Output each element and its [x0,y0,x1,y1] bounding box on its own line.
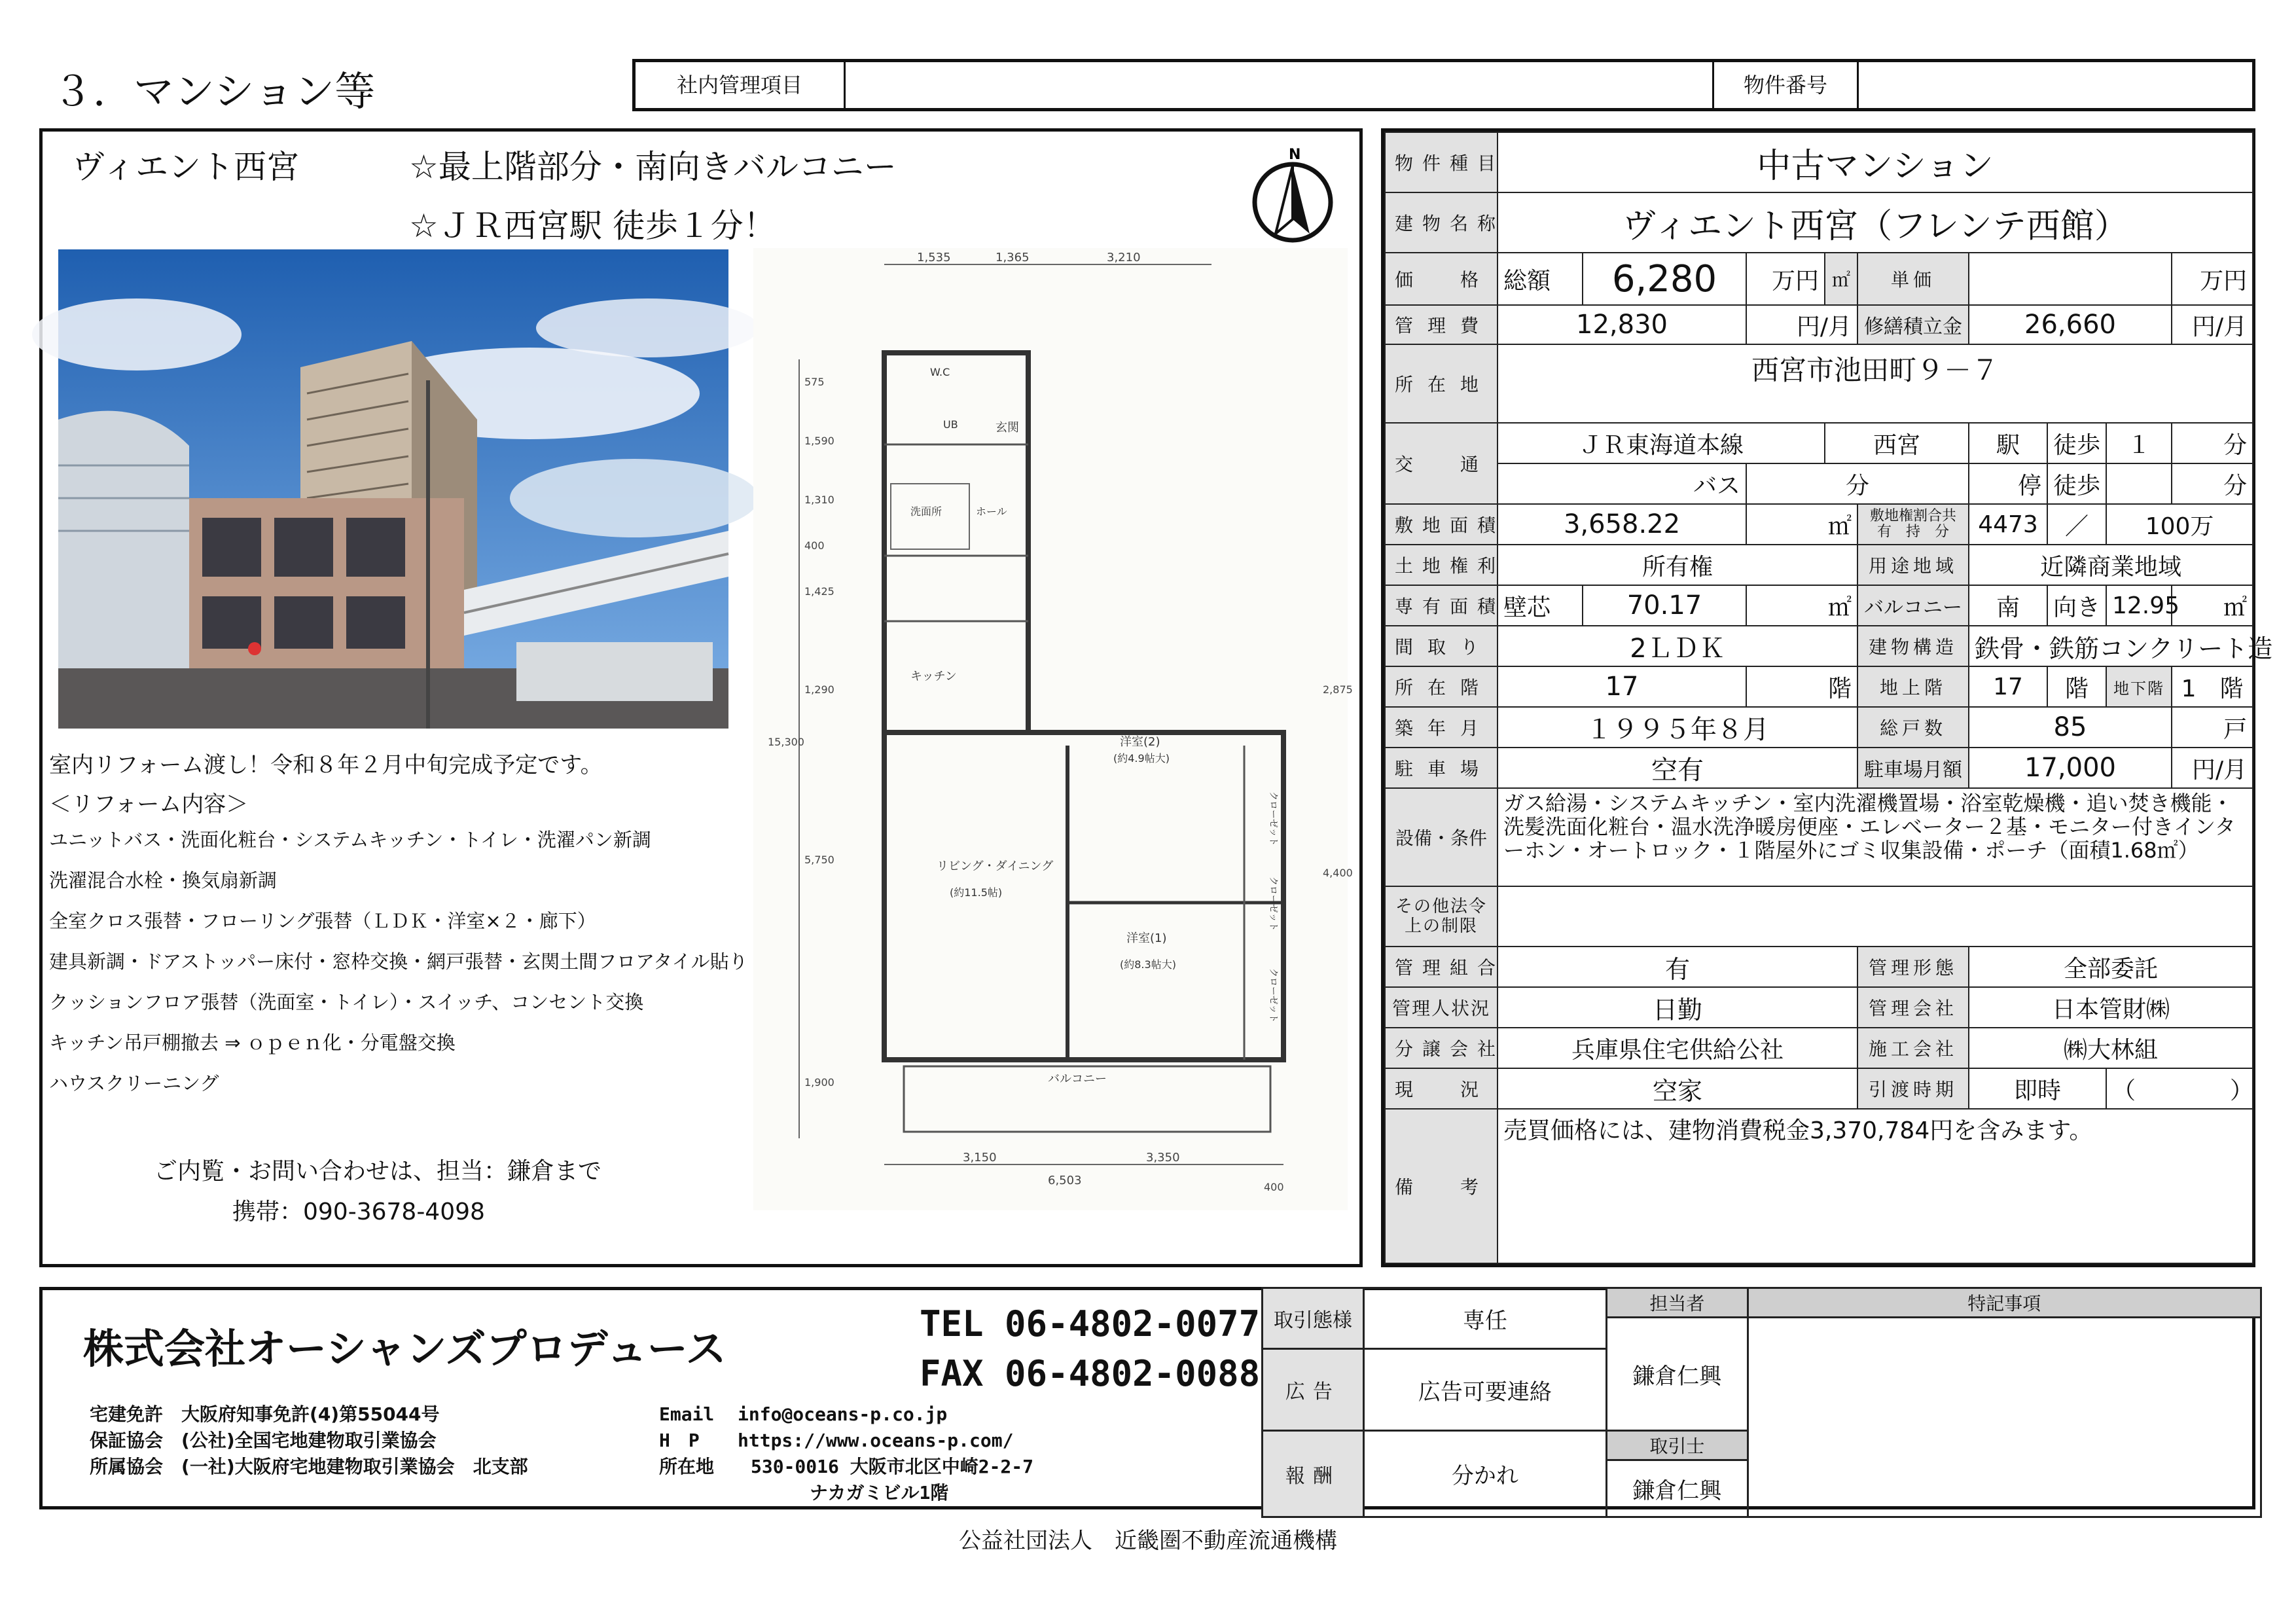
chijo-label: 地上階 [1857,666,1969,707]
share-denominator: 100万 [2106,504,2253,545]
chika: 1 [2181,675,2197,702]
land-label: 土地権利 [1385,545,1498,585]
footer-org: 公益社団法人 近畿圏不動産流通機構 [959,1528,1337,1554]
hoshu: 分かれ [1363,1431,1606,1517]
kaisha: 日本管財㈱ [1969,987,2253,1028]
dim-top-2: 1,365 [996,251,1030,264]
address-label: 所在地 [659,1456,715,1477]
kanrinin-label: 管理人状況 [1385,987,1498,1028]
left-panel [39,128,1363,1267]
setsubi: ガス給湯・システムキッチン・室内洗濯機置場・浴室乾燥機・追い焚き機能・洗髪洗面化粧台・温水洗浄暖房便座・エレベーター２基・モニター付きインターホン・オートロック・１階屋外にゴミ収集設備・ポーチ（面積1.68㎡） [1498,788,2253,886]
kaisha-label: 管理会社 [1857,987,1969,1028]
torihikishi: 鎌倉仁興 [1607,1460,1748,1517]
kouzou-label: 建物構造 [1857,626,1969,666]
dim-bottom-2: 3,350 [1146,1151,1180,1164]
fp-hall: ホール [976,505,1007,518]
reform-line: ＜リフォーム内容＞ [49,791,249,818]
dim-v-6: 1,290 [804,683,834,696]
tokki-label: 特記事項 [1748,1288,2261,1318]
hp-label: H P [659,1430,700,1451]
license-label: 宅建免許 [90,1403,164,1425]
traffic-label: 交通 [1385,423,1498,504]
train-line: ＪＲ東海道本線 [1498,423,1825,463]
shozoku: (一社)大阪府宅地建物取引業協会 北支部 [181,1456,528,1477]
tei: 停 [1969,463,2047,504]
bunjo-label: 分譲会社 [1385,1028,1498,1068]
fp-youshitsu1: 洋室(1) [1126,931,1167,945]
keitai-label: 管理形態 [1857,947,1969,987]
reform-line: 建具新調・ドアストッパー床付・窓枠交換・網戸張替・玄関土間フロアタイル貼り [49,950,748,973]
seko: ㈱大林組 [1969,1028,2253,1068]
sokosu-label: 総戸数 [1857,707,1969,748]
hikiwatashi-label: 引渡時期 [1857,1068,1969,1109]
fp-ld-size: (約11.5帖) [950,886,1003,899]
balcony-label: バルコニー [1857,585,1969,626]
fp-closet-2: クローゼット [1268,876,1278,931]
spec-table [1381,128,2273,1267]
floor-unit: 階 [1746,666,1857,707]
parking-fee-label: 駐車場月額 [1857,748,1969,788]
contact-line-1: ご内覧・お問い合わせは、担当：鎌倉まで [154,1158,602,1185]
youto: 近隣商業地域 [1969,545,2253,585]
parking: 空有 [1498,748,1857,788]
fp-kitchen: キッチン [910,670,957,683]
dim-v-2: 1,590 [804,435,834,447]
site-label: 敷地面積 [1385,504,1498,545]
hourei-label-1: その他法令 [1395,897,1487,916]
fun: 分 [2172,423,2253,463]
fp-youshitsu2-size: (約4.9帖大) [1113,752,1170,765]
toho: 徒歩 [2047,423,2106,463]
kanri-fee: 12,830 [1498,305,1746,344]
station: 西宮 [1825,423,1969,463]
kanri-label: 管理費 [1385,305,1498,344]
company-block [39,1287,2255,1509]
reform-line: キッチン吊戸棚撤去 ⇒ ｏｐｅｎ化・分電盤交換 [49,1032,456,1054]
reform-line: ユニットバス・洗面化粧台・システムキッチン・トイレ・洗濯パン新調 [49,829,651,851]
building-name: ヴィエント西宮（フレンテ西館） [1498,192,2253,253]
balcony-unit: ㎡ [2172,585,2253,626]
property-type: 中古マンション [1498,132,2253,192]
biko: 売買価格には、建物消費税金3,370,784円を含みます。 [1498,1109,2253,1263]
toho2: 徒歩 [2047,463,2106,504]
shozoku-label: 所属協会 [90,1456,164,1477]
license: 大阪府知事免許(4)第55044号 [181,1403,440,1425]
dim-top-1: 1,535 [917,251,951,264]
building-name-label: 建物名称 [1385,192,1498,253]
genkyo-label: 現況 [1385,1068,1498,1109]
company-address: 530-0016 大阪市北区中崎2-2-7 [751,1456,1034,1477]
catch-copy-1: ☆最上階部分・南向きバルコニー [409,148,897,186]
bus-fun: 分 [1746,463,1969,504]
bunjo: 兵庫県住宅供給公社 [1498,1028,1857,1068]
chijo-unit: 階 [2047,666,2106,707]
company-tel: TEL 06-4802-0077 [920,1303,1261,1344]
dim-v-total: 15,300 [768,736,804,748]
share-slash: ／ [2047,504,2106,545]
taiyo-label: 取引態様 [1263,1288,1364,1349]
hourei [1498,886,2253,947]
floor: 17 [1498,666,1746,707]
floor-plan [753,248,1353,1210]
shuzen-label: 修繕積立金 [1857,305,1969,344]
parking-fee: 17,000 [1969,748,2172,788]
hikiwatashi: 即時 [1969,1068,2106,1109]
biko-label: 備考 [1385,1109,1498,1263]
kouzou: 鉄骨・鉄筋コンクリート造 [1969,626,2253,666]
website-link[interactable]: https://www.oceans-p.com/ [738,1430,1014,1451]
company-name: 株式会社オーシャンズプロデュース [83,1325,726,1373]
kumiai: 有 [1498,947,1857,987]
dim-v-4: 400 [804,539,825,552]
keitai: 全部委託 [1969,947,2253,987]
seko-label: 施工会社 [1857,1028,1969,1068]
share-label-1: 敷地権割合共 [1869,508,1956,524]
price-value: 6,280 [1583,253,1746,305]
address-label: 所在地 [1385,344,1498,423]
price-prefix: 総額 [1498,253,1583,305]
unit-price-label: 単価 [1857,253,1969,305]
price-m2: ㎡ [1825,253,1857,305]
balcony-area: 12.95 [2106,585,2172,626]
sokosu: 85 [1969,707,2172,748]
reform-notes [49,747,749,1110]
fp-balcony: バルコニー [1048,1072,1107,1086]
catch-copy-2: ☆ＪＲ西宮駅 徒歩１分！ [409,207,776,245]
property-name: ヴィエント西宮 [72,148,299,186]
mgmt-value [845,62,1689,108]
shuzen-fee: 26,660 [1969,305,2172,344]
dim-bottom-3: 400 [1264,1181,1284,1193]
hoshu-label: 報酬 [1263,1431,1364,1517]
balcony-direction: 南 [1969,585,2047,626]
built-date: １９９５年８月 [1498,707,1857,748]
tokki [1748,1318,2261,1517]
price-label: 価格 [1385,253,1498,305]
hourei-label-2: 上の制限 [1404,916,1478,936]
north-letter: N [1289,147,1301,163]
dim-v-5: 1,425 [804,585,834,598]
taiyo: 専任 [1363,1288,1606,1349]
kokoku-label: 広告 [1263,1349,1364,1431]
torihikishi-label: 取引士 [1607,1431,1748,1460]
youto-label: 用途地域 [1857,545,1969,585]
type-label: 物件種目 [1385,132,1498,192]
fp-wc: W.C [930,366,950,378]
trade-table [1261,1287,2262,1518]
dim-v-1: 575 [804,376,825,388]
parking-fee-unit: 円/月 [2172,748,2253,788]
email-label: Email [659,1403,715,1425]
area-unit: ㎡ [1746,585,1857,626]
price-unit: 万円 [1746,253,1825,305]
dim-bottom-1: 3,150 [963,1151,997,1164]
tanto: 鎌倉仁興 [1607,1318,1748,1431]
eki: 駅 [1969,423,2047,463]
reform-line: 洗濯混合水栓・換気扇新調 [49,869,278,892]
dim-top-3: 3,210 [1107,251,1141,264]
fp-ld: リビング・ダイニング [937,859,1054,873]
fp-youshitsu2: 洋室(2) [1120,735,1160,749]
kanri-unit: 円/月 [1746,305,1857,344]
kumiai-label: 管理組合 [1385,947,1498,987]
fp-closet-1: クローゼット [1268,791,1278,846]
reform-line: 室内リフォーム渡し！令和８年２月中旬完成予定です。 [49,752,603,778]
share-label-2: 有 持 分 [1876,524,1949,540]
fp-closet-3: クローゼット [1268,968,1278,1023]
dim-v-7: 2,875 [1323,683,1353,696]
balcony-muki: 向き [2047,585,2106,626]
hosho: (公社)全国宅地建物取引業協会 [181,1430,437,1451]
reform-line: ハウスクリーニング [49,1072,219,1094]
setsubi-label: 設備・条件 [1385,788,1498,886]
tanto-label: 担当者 [1607,1288,1748,1318]
built-label: 築年月 [1385,707,1498,748]
madori: 2ＬＤＫ [1498,626,1857,666]
company-fax: FAX 06-4802-0088 [920,1353,1261,1394]
land-right: 所有権 [1498,545,1857,585]
madori-label: 間取り [1385,626,1498,666]
bukken-value [1857,62,2250,108]
unit-price-unit: 万円 [2172,253,2253,305]
company-address-2: ナカガミビル1階 [810,1482,949,1504]
chika-label: 地下階 [2106,666,2172,707]
reform-line: 全室クロス張替・フローリング張替（ＬＤＫ・洋室×２・廊下） [49,910,596,932]
dim-v-8: 5,750 [804,854,834,866]
dim-v-3: 1,310 [804,494,834,506]
area-label: 専有面積 [1385,585,1498,626]
exclusive-area: 70.17 [1583,585,1746,626]
site-area: 3,658.22 [1498,504,1746,545]
north-compass-icon [1247,145,1338,243]
address: 西宮市池田町９－７ [1498,344,2253,423]
chijo: 17 [1969,666,2047,707]
shuzen-unit: 円/月 [2172,305,2253,344]
section-title: ３．マンション等 [52,67,376,115]
unit-price [1969,253,2172,305]
hikiwatashi-paren: （ ） [2106,1068,2253,1109]
chika-unit: 階 [2219,675,2244,702]
contact-line-2: 携帯：090-3678-4098 [232,1199,485,1225]
kanrinin: 日勤 [1498,987,1857,1028]
genkyo: 空家 [1498,1068,1857,1109]
site-unit: ㎡ [1746,504,1857,545]
walk-minutes: １ [2106,423,2172,463]
share-numerator: 4473 [1969,504,2047,545]
area-prefix: 壁芯 [1498,585,1583,626]
fp-ub: UB [943,418,958,431]
fp-youshitsu1-size: (約8.3帖大) [1120,958,1176,971]
hosho-label: 保証協会 [90,1430,164,1451]
building-photo [58,249,728,729]
dim-v-9: 4,400 [1323,867,1353,879]
fun2: 分 [2172,463,2253,504]
dim-v-10: 1,900 [804,1076,834,1089]
fp-genkan: 玄関 [996,421,1019,435]
fp-senmen: 洗面所 [910,505,942,518]
bukken-label: 物件番号 [1712,62,1859,108]
parking-label: 駐車場 [1385,748,1498,788]
dim-bottom-total: 6,503 [1048,1174,1082,1187]
floor-label: 所在階 [1385,666,1498,707]
kokoku: 広告可要連絡 [1363,1349,1606,1431]
sokosu-unit: 戸 [2172,707,2253,748]
email[interactable]: info@oceans-p.co.jp [738,1403,948,1425]
reform-line: クッションフロア張替（洗面室・トイレ）・スイッチ、コンセント交換 [49,991,644,1013]
mgmt-label: 社内管理項目 [636,62,846,108]
bus: バス [1498,463,1746,504]
mgmt-header-bar [632,59,2255,111]
